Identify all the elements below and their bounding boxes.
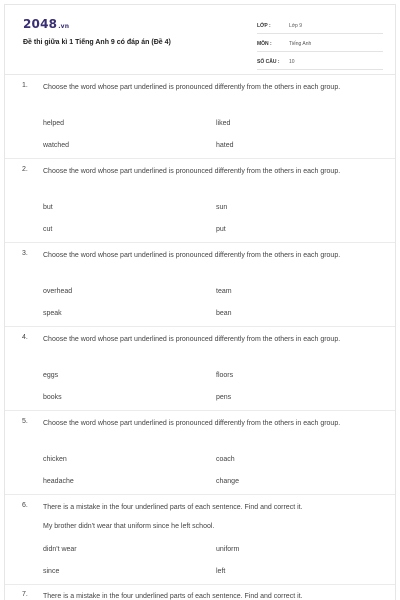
meta-count-label: SỐ CÂU : — [257, 59, 280, 65]
option-a[interactable]: but — [43, 204, 53, 211]
question-divider — [5, 410, 395, 411]
option-b[interactable]: liked — [216, 120, 231, 127]
logo-main: 2048 — [23, 17, 58, 31]
question-text: There is a mistake in the four underlined parts of each sentence. Find and correct it. — [43, 504, 303, 511]
question-number: 2. — [22, 166, 28, 173]
option-a[interactable]: didn't wear — [43, 546, 77, 553]
question-number: 3. — [22, 250, 28, 257]
option-c[interactable]: cut — [43, 226, 53, 233]
question-text: Choose the word whose part underlined is pronounced differently from the others in each group. — [43, 84, 341, 91]
site-logo[interactable] — [23, 17, 69, 31]
question-text: Choose the word whose part underlined is pronounced differently from the others in each group. — [43, 336, 341, 343]
logo-suffix: .vn — [58, 23, 70, 30]
question-divider — [5, 242, 395, 243]
option-c[interactable]: headache — [43, 478, 74, 485]
question-sentence: My brother didn't wear that uniform since he left school. — [43, 523, 215, 530]
option-d[interactable]: bean — [216, 310, 232, 317]
option-b[interactable]: team — [216, 288, 232, 295]
option-b[interactable]: uniform — [216, 546, 240, 553]
option-a[interactable]: eggs — [43, 372, 59, 379]
question-number: 4. — [22, 334, 28, 341]
question-number: 6. — [22, 502, 28, 509]
question-number: 5. — [22, 418, 28, 425]
question-text: There is a mistake in the four underlined parts of each sentence. Find and correct it. — [43, 593, 303, 600]
option-a[interactable]: chicken — [43, 456, 67, 463]
meta-grade-value: Lớp 9 — [289, 23, 303, 29]
meta-subject — [257, 35, 383, 52]
option-b[interactable]: coach — [216, 456, 235, 463]
exam-header — [5, 5, 395, 75]
option-b[interactable]: sun — [216, 204, 228, 211]
question-divider — [5, 584, 395, 585]
option-b[interactable]: floors — [216, 372, 234, 379]
meta-grade-label: LỚP : — [257, 23, 271, 29]
option-d[interactable]: hated — [216, 142, 234, 149]
option-d[interactable]: left — [216, 568, 226, 575]
question-number: 7. — [22, 591, 28, 598]
option-d[interactable]: change — [216, 478, 239, 485]
option-c[interactable]: books — [43, 394, 62, 401]
meta-count-value: 10 — [289, 59, 295, 65]
option-d[interactable]: put — [216, 226, 226, 233]
question-divider — [5, 326, 395, 327]
option-a[interactable]: overhead — [43, 288, 73, 295]
option-c[interactable]: since — [43, 568, 60, 575]
meta-grade — [257, 17, 383, 34]
question-divider — [5, 158, 395, 159]
exam-page — [4, 4, 396, 600]
option-a[interactable]: helped — [43, 120, 65, 127]
option-c[interactable]: speak — [43, 310, 62, 317]
meta-count — [257, 53, 383, 70]
meta-subject-value: Tiếng Anh — [289, 41, 312, 47]
question-text: Choose the word whose part underlined is pronounced differently from the others in each group. — [43, 252, 341, 259]
question-number: 1. — [22, 82, 28, 89]
meta-subject-label: MÔN : — [257, 41, 272, 47]
question-text: Choose the word whose part underlined is pronounced differently from the others in each group. — [43, 420, 341, 427]
option-d[interactable]: pens — [216, 394, 232, 401]
question-text: Choose the word whose part underlined is pronounced differently from the others in each group. — [43, 168, 341, 175]
option-c[interactable]: watched — [43, 142, 70, 149]
exam-title: Đề thi giữa kì 1 Tiếng Anh 9 có đáp án (Đề 4) — [23, 39, 171, 46]
question-divider — [5, 494, 395, 495]
